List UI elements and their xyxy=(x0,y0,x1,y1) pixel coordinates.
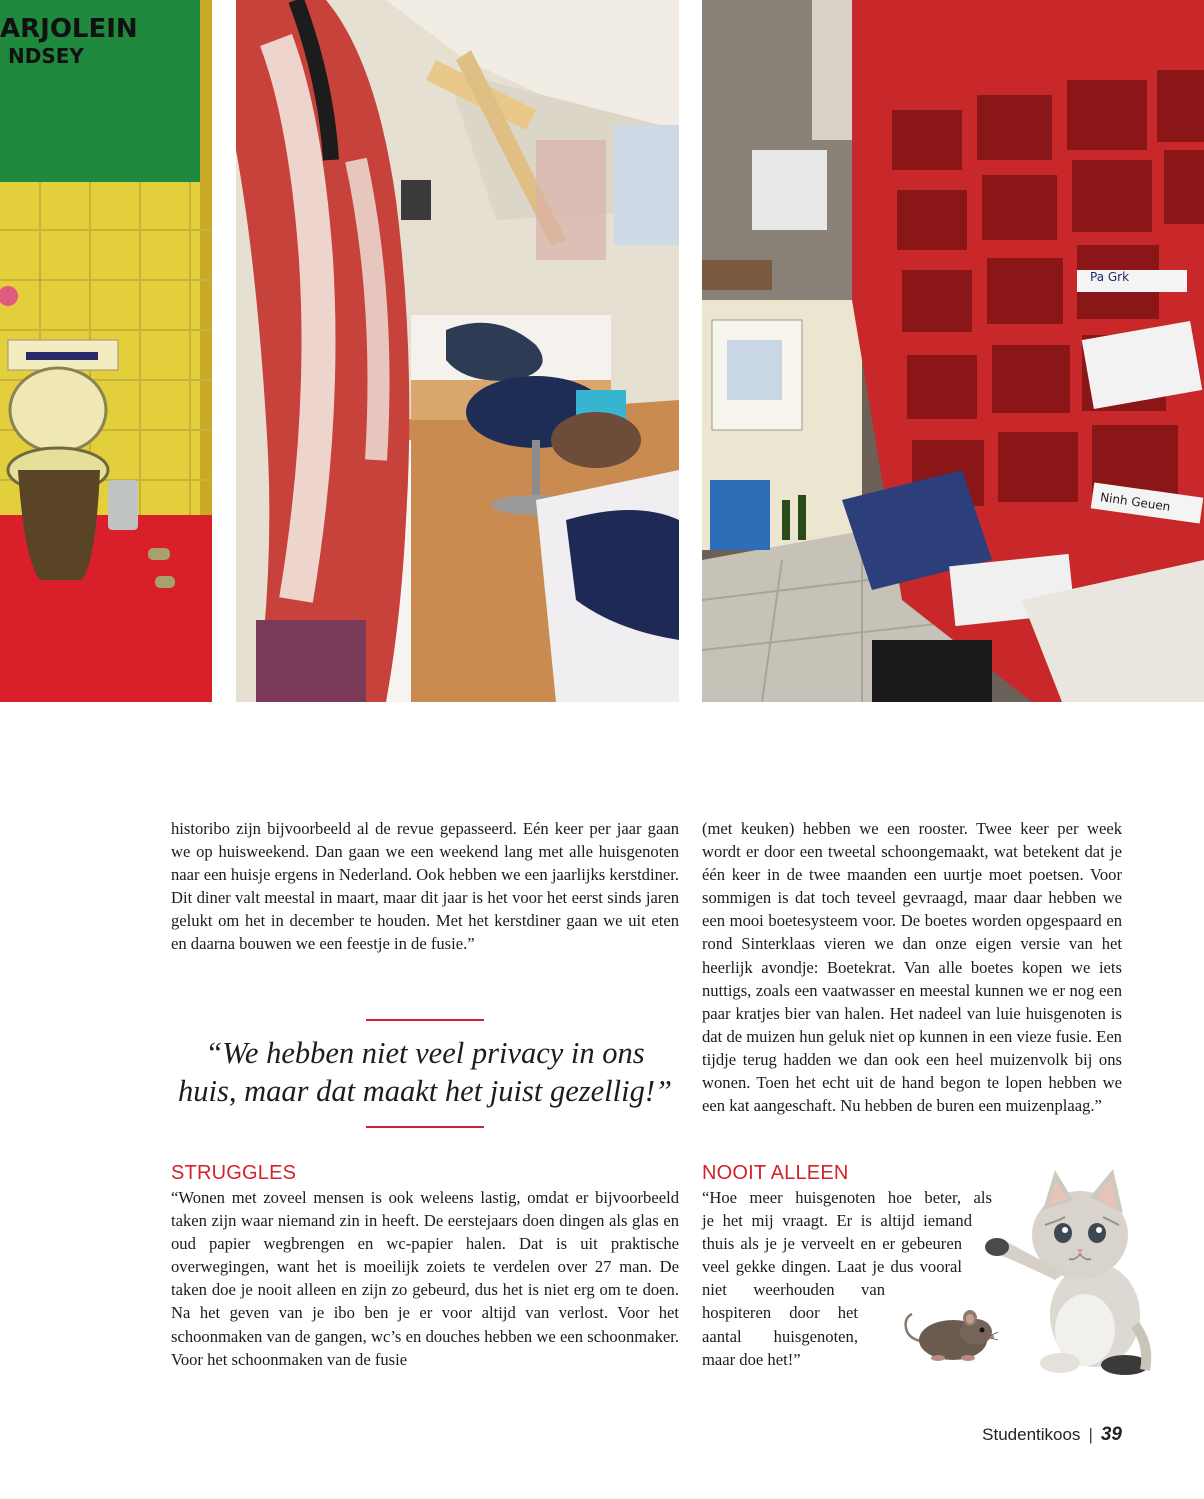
text-line: veel gekke dingen. Laat je dus vooral xyxy=(702,1257,962,1277)
pull-quote-line-1: “We hebben niet veel privacy in ons xyxy=(205,1036,645,1070)
right-paragraph xyxy=(702,817,1122,1117)
text-line: bijvoorbeeld taken zijn waar niemand zin in heeft. De eerstejaars doen xyxy=(171,1188,679,1231)
text-line: in de fusie.” xyxy=(393,934,475,954)
text-line: alle boetes kopen we iets nuttigs, zoals een vaatwasser en xyxy=(702,957,1122,1000)
struggles-body xyxy=(171,1186,679,1371)
text-line: maar doe het!” xyxy=(702,1349,801,1369)
text-line: hebben we een schoonmaker. Voor het schoonmaken van de fusie xyxy=(171,1326,679,1369)
text-line: (met keuken) hebben we een rooster. Twee keer per week xyxy=(702,819,1122,838)
text-line: dat je één keer in de twee maanden een uurtje moet xyxy=(702,842,1122,885)
text-line: kat aangeschaft. Nu hebben de buren een muizenplaag.” xyxy=(729,1096,1102,1116)
mailbox-label-2: Ninh Geuen xyxy=(1099,490,1172,514)
bedroom-photo xyxy=(236,0,679,702)
text-line: historibo zijn bijvoorbeeld al de revue gepasseerd. Eén keer per jaar xyxy=(171,819,648,838)
text-line: hadden we dan ook een heel muizenvolk bij ons wonen. xyxy=(702,1049,1122,1093)
text-line: over 27 man. De taken doe je nooit alleen en zijn zo gebeurd, dus het xyxy=(171,1257,679,1300)
text-line: meestal kunnen we er nog een paar kratjes bier van halen. xyxy=(702,980,1122,1023)
left-column-intro xyxy=(171,817,679,956)
text-line: Met het kerstdiner gaan we uit eten en daarna bouwen we een feestje xyxy=(171,911,680,954)
text-line: jaarlijks kerstdiner. Dit diner valt meestal in maart, maar dit jaar is xyxy=(171,865,680,908)
toilet-photo xyxy=(0,0,212,702)
text-line: Het nadeel van luie huisgenoten is dat de muizen hun xyxy=(702,1003,1122,1046)
text-line: “Wonen met zoveel mensen is ook weleens lastig, omdat er xyxy=(171,1188,596,1207)
text-line: onze eigen versie van het heerlijk avondje: Boetekrat. Van xyxy=(702,934,1122,977)
toilet-sign-text-2: NDSEY xyxy=(8,44,84,68)
text-line: poetsen. Voor sommigen is dat toch teveel gevraagd, maar xyxy=(702,865,1122,908)
text-line: thuis als je je verveelt en er gebeuren xyxy=(702,1234,962,1254)
page-footer xyxy=(982,1424,1122,1446)
text-line: gaan we op huisweekend. Dan gaan we een weekend lang met alle xyxy=(171,819,679,862)
text-line: aantal huisgenoten, xyxy=(702,1326,858,1346)
struggles-heading: STRUGGLES xyxy=(171,1162,297,1184)
footer-separator: | xyxy=(1088,1425,1093,1444)
quote-rule-bottom xyxy=(366,1126,484,1128)
mailboxes-photo xyxy=(702,0,1204,702)
text-line: “Hoe meer huisgenoten hoe beter, als xyxy=(702,1188,992,1207)
pull-quote-line-2: huis, maar dat maakt het juist gezellig!” xyxy=(178,1074,672,1108)
text-line: het voor het eerst sinds jaren gelukt om het in december te houden. xyxy=(171,888,679,931)
nooit-alleen-heading: NOOIT ALLEEN xyxy=(702,1162,849,1184)
page-number: 39 xyxy=(1100,1424,1122,1445)
toilet-sign-text-1: ARJOLEIN xyxy=(0,14,138,44)
text-line: wordt er door een tweetal schoongemaakt, wat betekent xyxy=(702,842,1085,862)
text-line: dingen als glas en oud papier wegbrengen en wc-papier halen. Dat is xyxy=(171,1211,679,1254)
left-intro-paragraph xyxy=(171,817,679,956)
text-line: Toen het echt uit de hand begon te lopen hebben we een xyxy=(702,1073,1122,1116)
text-line: van verlost. Voor het schoonmaken van de gangen, wc’s en douches xyxy=(171,1303,680,1346)
pull-quote xyxy=(171,1034,679,1110)
text-line: daar hebben we een mooi boetesysteem voor. De boetes xyxy=(702,888,1122,931)
text-line: niet weerhouden van xyxy=(702,1280,885,1300)
text-line: je het mij vraagt. Er is altijd iemand xyxy=(702,1211,972,1231)
quote-rule-top xyxy=(366,1019,484,1021)
text-line: geluk niet op kunnen in een vieze fusie. Een tijdje terug xyxy=(702,1026,1122,1069)
mailbox-label-1: Pa Grk xyxy=(1090,270,1130,284)
kitten-illustration xyxy=(985,1165,1155,1375)
text-line: huisgenoten naar een huisje ergens in Nederland. Ook hebben we een xyxy=(171,842,679,885)
text-line: is niet erg om te doen. Na het geven van je ibo ben je er voor altijd xyxy=(171,1280,679,1323)
text-line: worden opgespaard en rond Sinterklaas vieren we dan xyxy=(702,911,1122,954)
mouse-illustration xyxy=(898,1292,998,1366)
right-column-body xyxy=(702,817,1122,1117)
text-line: uit praktische overwegingen, want het is moeilijk zoiets te verdelen xyxy=(171,1234,680,1277)
text-line: hospiteren door het xyxy=(702,1303,858,1323)
magazine-name: Studentikoos xyxy=(982,1425,1081,1444)
